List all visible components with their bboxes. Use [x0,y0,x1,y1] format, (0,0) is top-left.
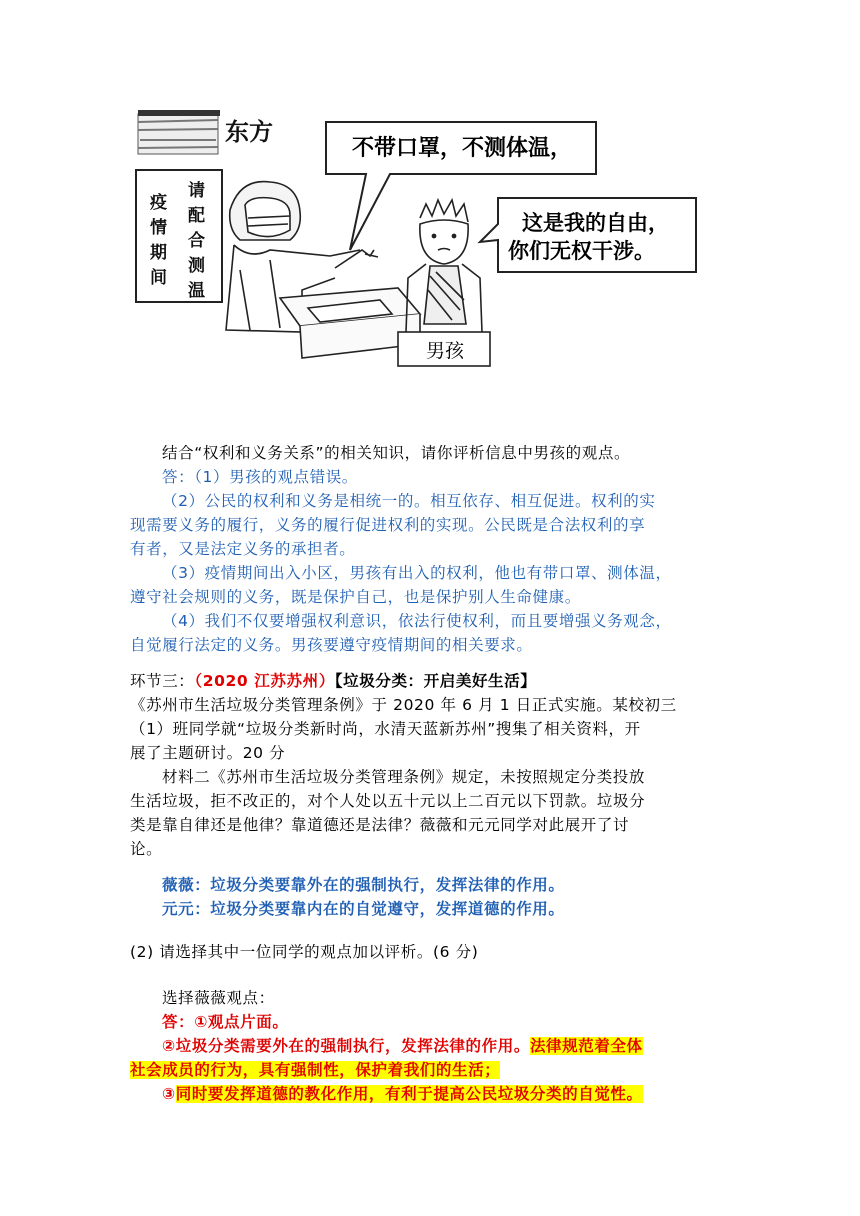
weiwei-view: 薇薇：垃圾分类要靠外在的强制执行，发挥法律的作用。 [162,876,565,894]
section3-heading [130,669,730,693]
answer-point-1: 答：①观点片面。 [162,1013,289,1031]
q1-answer-3-line2: 遵守社会规则的义务，既是保护自己，也是保护别人生命健康。 [130,588,581,606]
choose-weiwei: 选择薇薇观点： [162,989,275,1007]
section3-intro-line2: （1）班同学就“垃圾分类新时尚，水清天蓝新苏州”搜集了相关资料，开 [130,720,641,738]
boy-label: 男孩 [426,340,465,362]
q1-answer-4-line2: 自觉履行法定的义务。男孩要遵守疫情期间的相关要求。 [130,636,533,654]
q1-prompt: 结合“权利和义务关系”的相关知识，请你评析信息中男孩的观点。 [162,444,631,462]
bubble-text-2b: 你们无权干涉。 [508,239,655,263]
notice-sign [136,170,222,302]
answer-point-2-part-b: 法律规范着全体 [529,1037,643,1055]
q1-answer-1: 答：（1）男孩的观点错误。 [162,468,358,486]
svg-text:情: 情 [150,218,167,238]
bubble-text-1: 不带口罩，不测体温， [352,136,573,161]
section3-intro-line3: 展了主题研讨。20 分 [130,744,286,762]
q1-answer-2-line1: （2）公民的权利和义务是相统一的。相互依存、相互促进。权利的实 [162,492,656,510]
section3-intro-line1: 《苏州市生活垃圾分类管理条例》于 2020 年 6 月 1 日正式实施。某校初三 [130,696,677,714]
material2-line1: 材料二《苏州市生活垃圾分类管理条例》规定，未按照规定分类投放 [162,768,646,786]
answer-point-2-part-c: 社会成员的行为，具有强制性，保护着我们的生活； [130,1061,501,1079]
material2-line4: 论。 [130,840,163,858]
svg-text:期: 期 [150,243,167,263]
svg-text:合: 合 [188,231,205,251]
comic-brand: 东方 [225,117,273,146]
q1-answer-4-line1: （4）我们不仅要增强权利意识，依法行使权利，而且要增强义务观念， [162,612,672,630]
svg-text:测: 测 [188,256,205,276]
answer-point-2-line2 [130,1058,730,1082]
comic-illustration [130,100,730,372]
svg-text:间: 间 [150,268,167,288]
q1-answer-2-line3: 有者，又是法定义务的承担者。 [130,540,356,558]
yuanyuan-view: 元元：垃圾分类要靠内在的自觉遵守，发挥道德的作用。 [162,900,565,918]
answer-point-3-marker: ③ [162,1085,176,1103]
answer-point-3-text: 同时要发挥道德的教化作用，有利于提高公民垃圾分类的自觉性。 [175,1085,643,1103]
q1-answer-3-line1: （3）疫情期间出入小区，男孩有出入的权利，他也有带口罩、测体温， [162,564,672,582]
bubble-text-2a: 这是我的自由， [522,211,669,235]
svg-text:温: 温 [188,281,205,301]
answer-point-3 [130,1082,762,1106]
answer-point-2-part-a: ②垃圾分类需要外在的强制执行，发挥法律的作用。 [162,1037,530,1055]
answer-point-2-line1 [130,1034,762,1058]
question-2: (2) 请选择其中一位同学的观点加以评析。(6 分) [130,943,479,961]
material2-line3: 类是靠自律还是他律？靠道德还是法律？薇薇和元元同学对此展开了讨 [130,816,630,834]
svg-text:请: 请 [188,181,205,201]
notice-col-right [188,180,205,301]
q1-answer-2-line2: 现需要义务的履行，义务的履行促进权利的实现。公民既是合法权利的享 [130,516,646,534]
material2-line2: 生活垃圾，拒不改正的，对个人处以五十元以上二百元以下罚款。垃圾分 [130,792,646,810]
section3-topic: 【垃圾分类：开启美好生活】 [334,672,537,690]
section3-label: 环节三： [130,672,195,690]
svg-text:配: 配 [188,206,205,226]
svg-text:疫: 疫 [150,193,167,213]
section3-source: （2020 江苏苏州） [194,672,335,690]
